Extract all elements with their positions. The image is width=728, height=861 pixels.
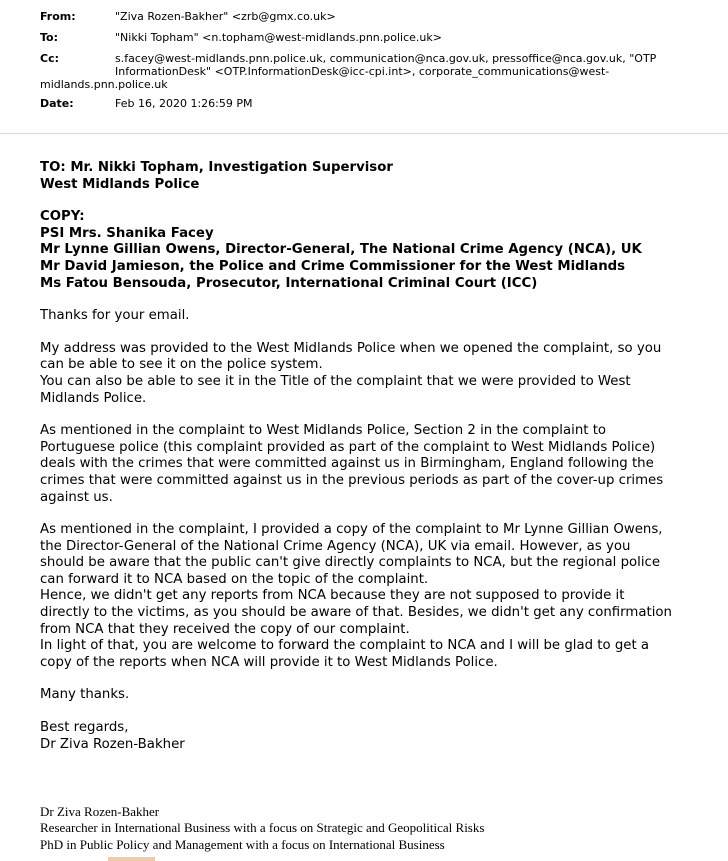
body-line: As mentioned in the complaint, I provided a copy of the complaint to Mr Lynne Gillian Owens, [40, 522, 663, 538]
recipient-org: West Midlands Police [40, 176, 200, 192]
email-signature [40, 804, 484, 853]
copy-item: Ms Fatou Bensouda, Prosecutor, International Criminal Court (ICC) [40, 275, 538, 291]
closing-regards [40, 720, 712, 753]
recipient-line: TO: Mr. Nikki Topham, Investigation Supervisor [40, 160, 393, 175]
signature-title: Researcher in International Business with a focus on Strategic and Geopolitical Risks [40, 820, 485, 836]
highlight-marker [108, 857, 155, 861]
copy-item: Mr Lynne Gillian Owens, Director-General, The National Crime Agency (NCA), UK [40, 242, 642, 258]
body-line: directly to the victims, as you should be aware of that. Besides, we didn't get any confirmation [40, 605, 672, 621]
paragraph-nca [40, 522, 712, 671]
from-value: "Ziva Rozen-Bakher" <zrb@gmx.co.uk> [115, 10, 336, 23]
body-line: copy of the reports when NCA will provide it to West Midlands Police. [40, 654, 498, 670]
from-row [40, 10, 715, 25]
body-line: As mentioned in the complaint to West Midlands Police, Section 2 in the complaint to [40, 423, 607, 439]
date-label: Date: [40, 97, 74, 110]
date-value: Feb 16, 2020 1:26:59 PM [115, 97, 253, 110]
email-body [40, 160, 712, 769]
body-line: In light of that, you are welcome to forward the complaint to NCA and I will be glad to get a [40, 638, 650, 654]
email-headers [40, 10, 715, 118]
signature-degree: PhD in Public Policy and Management with a focus on International Business [40, 836, 445, 852]
body-line: Hence, we didn't get any reports from NCA because they are not supposed to provide it [40, 588, 625, 604]
body-line: You can also be able to see it in the Title of the complaint that we were provided to West [40, 373, 631, 389]
recipient-block [40, 160, 712, 193]
body-line: should be aware that the public can't give directly complaints to NCA, but the regional police [40, 555, 661, 571]
body-line: against us. [40, 489, 113, 505]
regards-text: Best regards, [40, 720, 129, 736]
signature-name: Dr Ziva Rozen-Bakher [40, 804, 160, 819]
paragraph-section-2 [40, 423, 712, 506]
body-line: Midlands Police. [40, 390, 147, 406]
from-label: From: [40, 10, 76, 23]
to-value: "Nikki Topham" <n.topham@west-midlands.pnn.police.uk> [115, 31, 442, 44]
body-line: My address was provided to the West Midlands Police when we opened the complaint, so you [40, 340, 662, 356]
thanks-text: Thanks for your email. [40, 308, 190, 324]
cc-line-2: InformationDesk" <OTP.InformationDesk@icc-cpi.int>, corporate_communications@west- [115, 65, 610, 78]
cc-line-1: s.facey@west-midlands.pnn.police.uk, communication@nca.gov.uk, pressoffice@nca.gov.uk, "OTP [115, 52, 657, 65]
copy-label: COPY: [40, 209, 85, 225]
paragraph-address [40, 341, 712, 407]
cc-row [40, 52, 715, 91]
to-label: To: [40, 31, 58, 44]
body-line: deals with the crimes that were committed against us in Birmingham, England following the [40, 456, 654, 472]
date-row [40, 97, 715, 112]
cc-label: Cc: [40, 52, 59, 65]
header-divider [0, 133, 728, 134]
body-line: from NCA that they received the copy of our complaint. [40, 621, 410, 637]
body-line: crimes that were committed against us in the previous periods as part of the cover-up crimes [40, 472, 664, 488]
body-line: can forward it to NCA based on the topic of the complaint. [40, 571, 429, 587]
sender-name: Dr Ziva Rozen-Bakher [40, 736, 185, 752]
thanks-paragraph [40, 308, 712, 325]
copy-item: Mr David Jamieson, the Police and Crime Commissioner for the West Midlands [40, 258, 626, 274]
to-row [40, 31, 715, 46]
cc-line-3: midlands.pnn.police.uk [40, 78, 168, 91]
body-line: Portuguese police (this complaint provided as part of the complaint to West Midlands Police) [40, 439, 656, 455]
copy-block [40, 209, 712, 292]
body-line: can be able to see it on the police system. [40, 357, 323, 373]
many-thanks-text: Many thanks. [40, 687, 130, 703]
body-line: the Director-General of the National Crime Agency (NCA), UK via email. However, as you [40, 538, 631, 554]
copy-item: PSI Mrs. Shanika Facey [40, 225, 214, 241]
closing-thanks [40, 687, 712, 704]
